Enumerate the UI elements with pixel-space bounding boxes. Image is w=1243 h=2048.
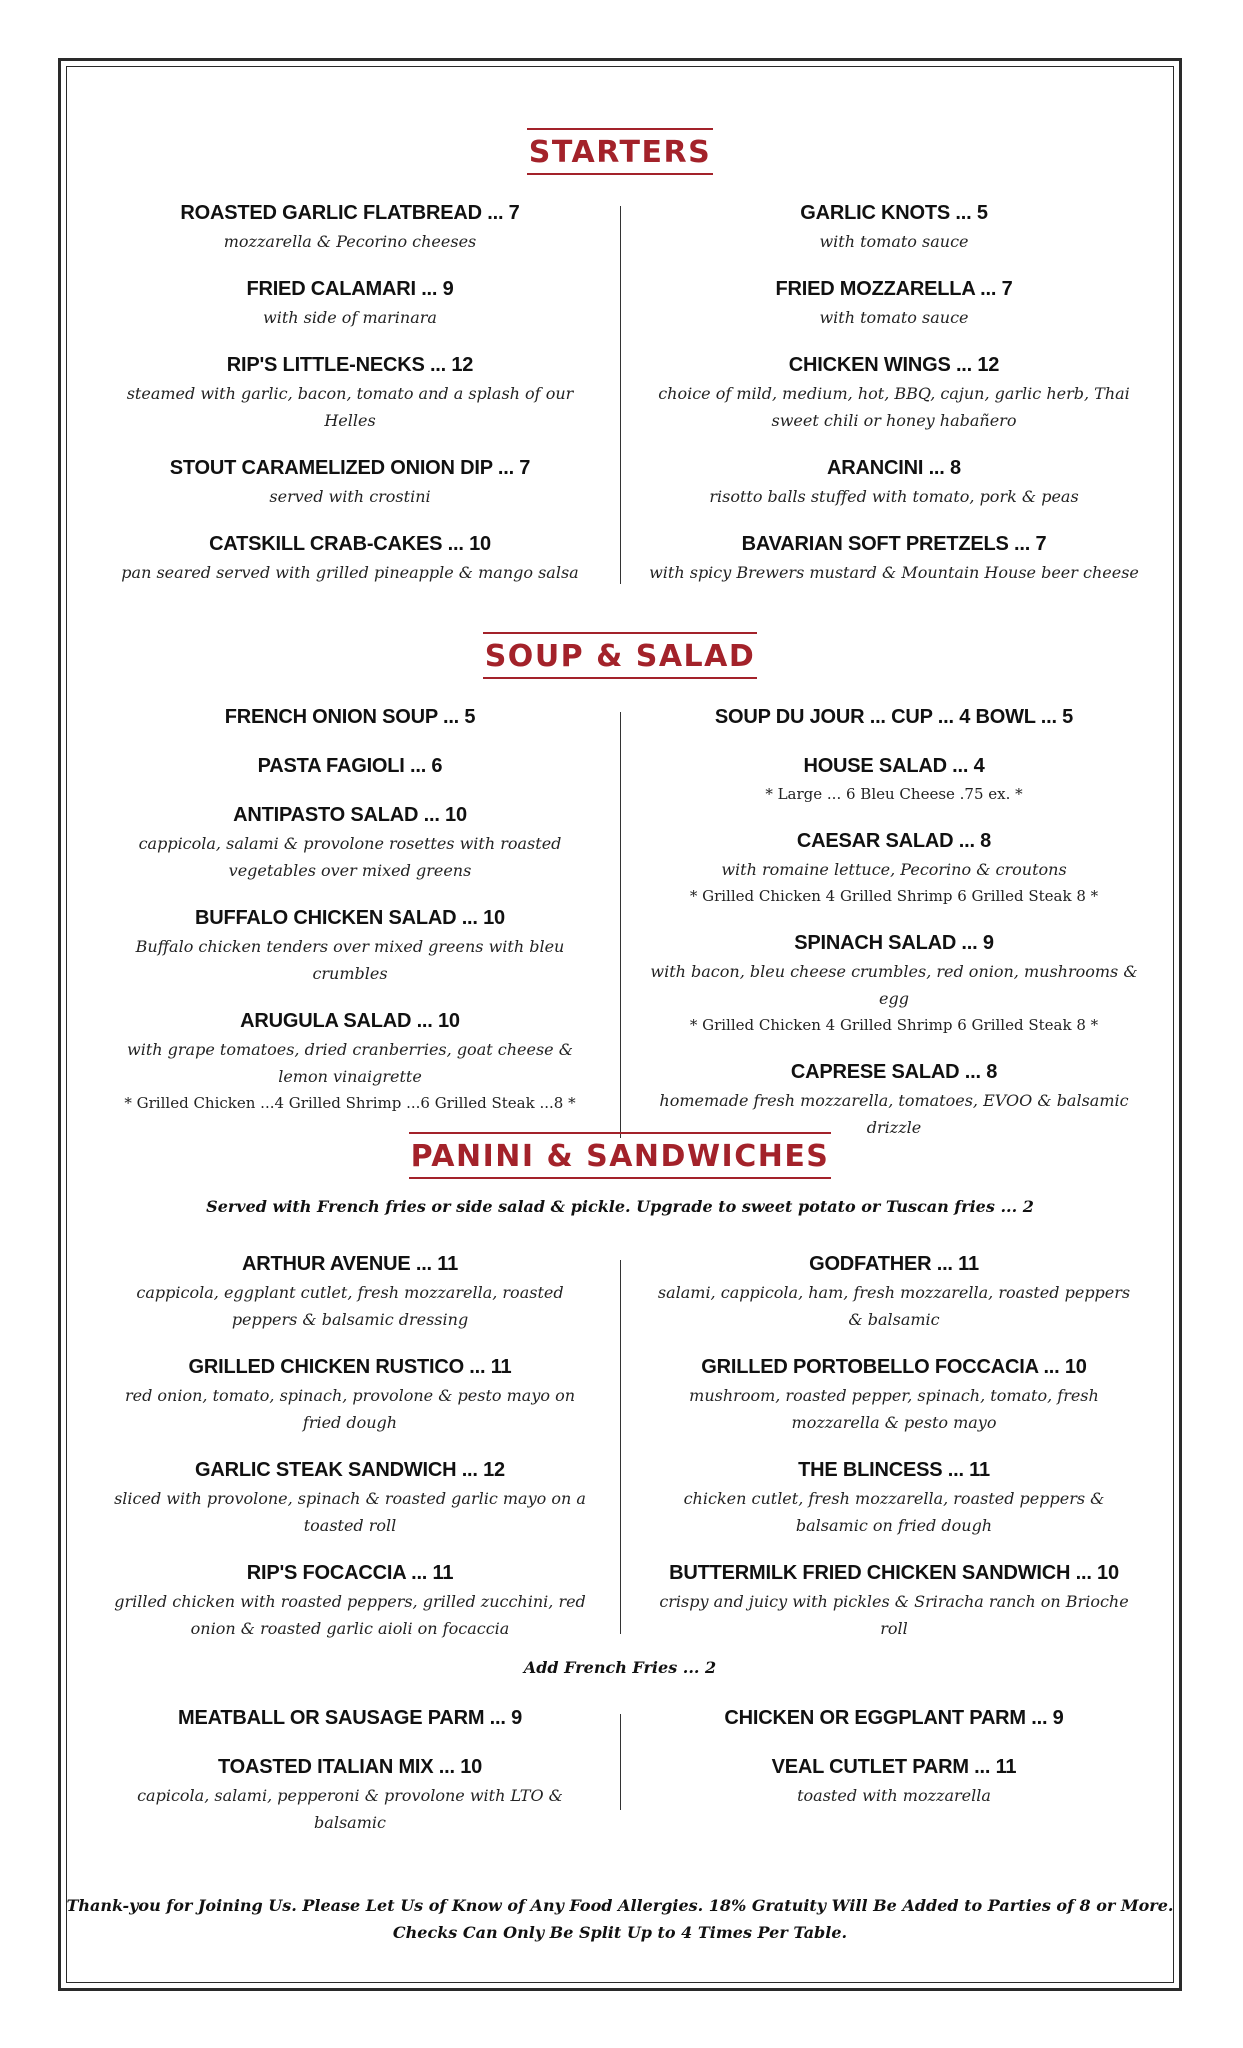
menu-item-description: toasted with mozzarella (797, 1786, 991, 1805)
menu-item-description: salami, cappicola, ham, fresh mozzarella, roasted peppers & balsamic (657, 1283, 1131, 1329)
panini-right-column (649, 1249, 1139, 1661)
menu-item-description: homemade fresh mozzarella, tomatoes, EVOO & balsamic drizzle (659, 1091, 1129, 1137)
menu-item-description: capicola, salami, pepperoni & provolone with LTO & balsamic (137, 1786, 563, 1832)
menu-item (649, 453, 1139, 510)
menu-item-name: MEATBALL OR SAUSAGE PARM ... 9 (177, 1707, 523, 1729)
menu-item-description: steamed with garlic, bacon, tomato and a splash of our Helles (126, 384, 574, 430)
menu-item-name: ARANCINI ... 8 (827, 457, 961, 479)
menu-item-name: ANTIPASTO SALAD ... 10 (233, 804, 467, 826)
menu-item-description: with romaine lettuce, Pecorino & croutons (721, 860, 1067, 879)
section-title-starters (66, 128, 1174, 175)
menu-item-name: VEAL CUTLET PARM ... 11 (771, 1756, 1017, 1778)
menu-item-name: CHICKEN OR EGGPLANT PARM ... 9 (724, 1707, 1064, 1729)
menu-item (105, 800, 595, 884)
menu-item (105, 1752, 595, 1836)
menu-item-name: CAESAR SALAD ... 8 (796, 830, 992, 852)
menu-item (105, 903, 595, 987)
soup-salad-title-text: SOUP & SALAD (483, 632, 758, 679)
menu-item-description: red onion, tomato, spinach, provolone & pesto mayo on fried dough (124, 1386, 576, 1432)
menu-item-description: risotto balls stuffed with tomato, pork & peas (709, 487, 1079, 506)
starters-title-text: STARTERS (527, 128, 713, 175)
menu-item-description: chicken cutlet, fresh mozzarella, roasted peppers & balsamic on fried dough (683, 1489, 1105, 1535)
menu-item-description: with tomato sauce (819, 232, 969, 251)
menu-item-name: PASTA FAGIOLI ... 6 (257, 755, 443, 777)
panini-served-with-note: Served with French fries or side salad & pickle. Upgrade to sweet potato or Tuscan fries ... 2 (206, 1197, 1034, 1216)
menu-item-addons: * Large ... 6 Bleu Cheese .75 ex. * (765, 785, 1023, 803)
menu-item-name: GRILLED PORTOBELLO FOCCACIA ... 10 (701, 1356, 1087, 1378)
menu-item-description: grilled chicken with roasted peppers, grilled zucchini, red onion & roasted garlic aioli on focaccia (114, 1592, 586, 1638)
menu-item-name: SOUP DU JOUR ... CUP ... 4 BOWL ... 5 (714, 706, 1074, 728)
parm-left-column (105, 1703, 595, 1855)
menu-item (105, 198, 595, 255)
menu-item (649, 1455, 1139, 1539)
menu-item (649, 928, 1139, 1038)
menu-item-name: GARLIC STEAK SANDWICH ... 12 (195, 1459, 505, 1481)
section-title-panini (66, 1132, 1174, 1179)
menu-item (105, 702, 595, 732)
menu-item-name: CHICKEN WINGS ... 12 (788, 354, 1000, 376)
menu-item (105, 274, 595, 331)
menu-item-description: crispy and juicy with pickles & Sriracha ranch on Brioche roll (659, 1592, 1129, 1638)
menu-item (105, 350, 595, 434)
menu-item-description: mushroom, roasted pepper, spinach, tomato, fresh mozzarella & pesto mayo (689, 1386, 1099, 1432)
menu-item-name: GARLIC KNOTS ... 5 (800, 202, 988, 224)
menu-item (105, 1352, 595, 1436)
menu-item (105, 751, 595, 781)
menu-item-name: HOUSE SALAD ... 4 (803, 755, 985, 777)
section-title-soup-salad (66, 632, 1174, 679)
menu-item (105, 1006, 595, 1116)
footer-line-1: Thank-you for Joining Us. Please Let Us of Know of Any Food Allergies. 18% Gratuity Will Be Added to Parties of 8 or More. (66, 1896, 1174, 1915)
menu-item-name: RIP'S LITTLE-NECKS ... 12 (226, 354, 474, 376)
menu-item-name: FRIED CALAMARI ... 9 (246, 278, 454, 300)
menu-item-addons: * Grilled Chicken 4 Grilled Shrimp 6 Grilled Steak 8 * (689, 1016, 1099, 1034)
column-divider (620, 712, 621, 1138)
add-fries-note: Add French Fries ... 2 (523, 1658, 717, 1677)
menu-item-name: FRENCH ONION SOUP ... 5 (224, 706, 476, 728)
menu-item-description: pan seared served with grilled pineapple & mango salsa (121, 563, 579, 582)
menu-item (649, 1703, 1139, 1733)
menu-item-name: ARTHUR AVENUE ... 11 (241, 1253, 459, 1275)
menu-item-name: ARUGULA SALAD ... 10 (240, 1010, 460, 1032)
menu-item-description: Buffalo chicken tenders over mixed greens with bleu crumbles (135, 937, 565, 983)
menu-item-name: SPINACH SALAD ... 9 (794, 932, 994, 954)
menu-item-name: FRIED MOZZARELLA ... 7 (775, 278, 1013, 300)
menu-item (649, 826, 1139, 909)
menu-item-description: with bacon, bleu cheese crumbles, red onion, mushrooms & egg (650, 962, 1138, 1008)
menu-item (649, 702, 1139, 732)
menu-item (649, 1752, 1139, 1809)
menu-item-description: with spicy Brewers mustard & Mountain House beer cheese (649, 563, 1139, 582)
column-divider (620, 206, 621, 584)
menu-item-name: THE BLINCESS ... 11 (798, 1459, 990, 1481)
menu-item-description: sliced with provolone, spinach & roasted garlic mayo on a toasted roll (114, 1489, 586, 1535)
menu-item-name: STOUT CARAMELIZED ONION DIP ... 7 (169, 457, 531, 479)
menu-item (649, 1249, 1139, 1333)
soup-salad-right-column (649, 702, 1139, 1160)
menu-item (649, 1057, 1139, 1141)
menu-item-description: cappicola, eggplant cutlet, fresh mozzarella, roasted peppers & balsamic dressing (136, 1283, 564, 1329)
menu-item (649, 198, 1139, 255)
menu-item-description: with tomato sauce (819, 308, 969, 327)
menu-item-description: cappicola, salami & provolone rosettes with roasted vegetables over mixed greens (138, 834, 562, 880)
menu-item-description: with side of marinara (263, 308, 437, 327)
menu-item (105, 1703, 595, 1733)
menu-item-name: GRILLED CHICKEN RUSTICO ... 11 (188, 1356, 512, 1378)
menu-item-name: GODFATHER ... 11 (809, 1253, 979, 1275)
menu-item (649, 1558, 1139, 1642)
menu-item (649, 1352, 1139, 1436)
menu-item (649, 529, 1139, 586)
footer-line-2: Checks Can Only Be Split Up to 4 Times Per Table. (392, 1923, 848, 1942)
menu-item (105, 453, 595, 510)
menu-item-name: TOASTED ITALIAN MIX ... 10 (217, 1756, 483, 1778)
menu-item (105, 1249, 595, 1333)
menu-item (105, 529, 595, 586)
menu-item-name: BAVARIAN SOFT PRETZELS ... 7 (741, 533, 1047, 555)
menu-item-description: choice of mild, medium, hot, BBQ, cajun, garlic herb, Thai sweet chili or honey habañero (658, 384, 1130, 430)
menu-item-name: ROASTED GARLIC FLATBREAD ... 7 (180, 202, 520, 224)
menu-item (649, 274, 1139, 331)
menu-item-addons: * Grilled Chicken ...4 Grilled Shrimp ...6 Grilled Steak ...8 * (124, 1094, 576, 1112)
menu-item-name: CAPRESE SALAD ... 8 (790, 1061, 998, 1083)
menu-item (649, 350, 1139, 434)
starters-right-column (649, 198, 1139, 605)
panini-left-column (105, 1249, 595, 1661)
menu-item-name: BUTTERMILK FRIED CHICKEN SANDWICH ... 10 (669, 1562, 1119, 1584)
soup-salad-left-column (105, 702, 595, 1135)
menu-item-name: BUFFALO CHICKEN SALAD ... 10 (195, 907, 505, 929)
column-divider (620, 1714, 621, 1810)
menu-item (649, 751, 1139, 807)
menu-item (105, 1455, 595, 1539)
menu-item-addons: * Grilled Chicken 4 Grilled Shrimp 6 Grilled Steak 8 * (689, 887, 1099, 905)
menu-item-description: with grape tomatoes, dried cranberries, goat cheese & lemon vinaigrette (127, 1040, 573, 1086)
menu-item-description: mozzarella & Pecorino cheeses (223, 232, 477, 251)
menu-item-name: CATSKILL CRAB-CAKES ... 10 (209, 533, 491, 555)
menu-page (66, 66, 1174, 1983)
menu-item-description: served with crostini (269, 487, 431, 506)
column-divider (620, 1260, 621, 1634)
panini-title-text: PANINI & SANDWICHES (409, 1132, 832, 1179)
menu-item (105, 1558, 595, 1642)
parm-right-column (649, 1703, 1139, 1828)
starters-left-column (105, 198, 595, 605)
menu-item-name: RIP'S FOCACCIA ... 11 (246, 1562, 454, 1584)
